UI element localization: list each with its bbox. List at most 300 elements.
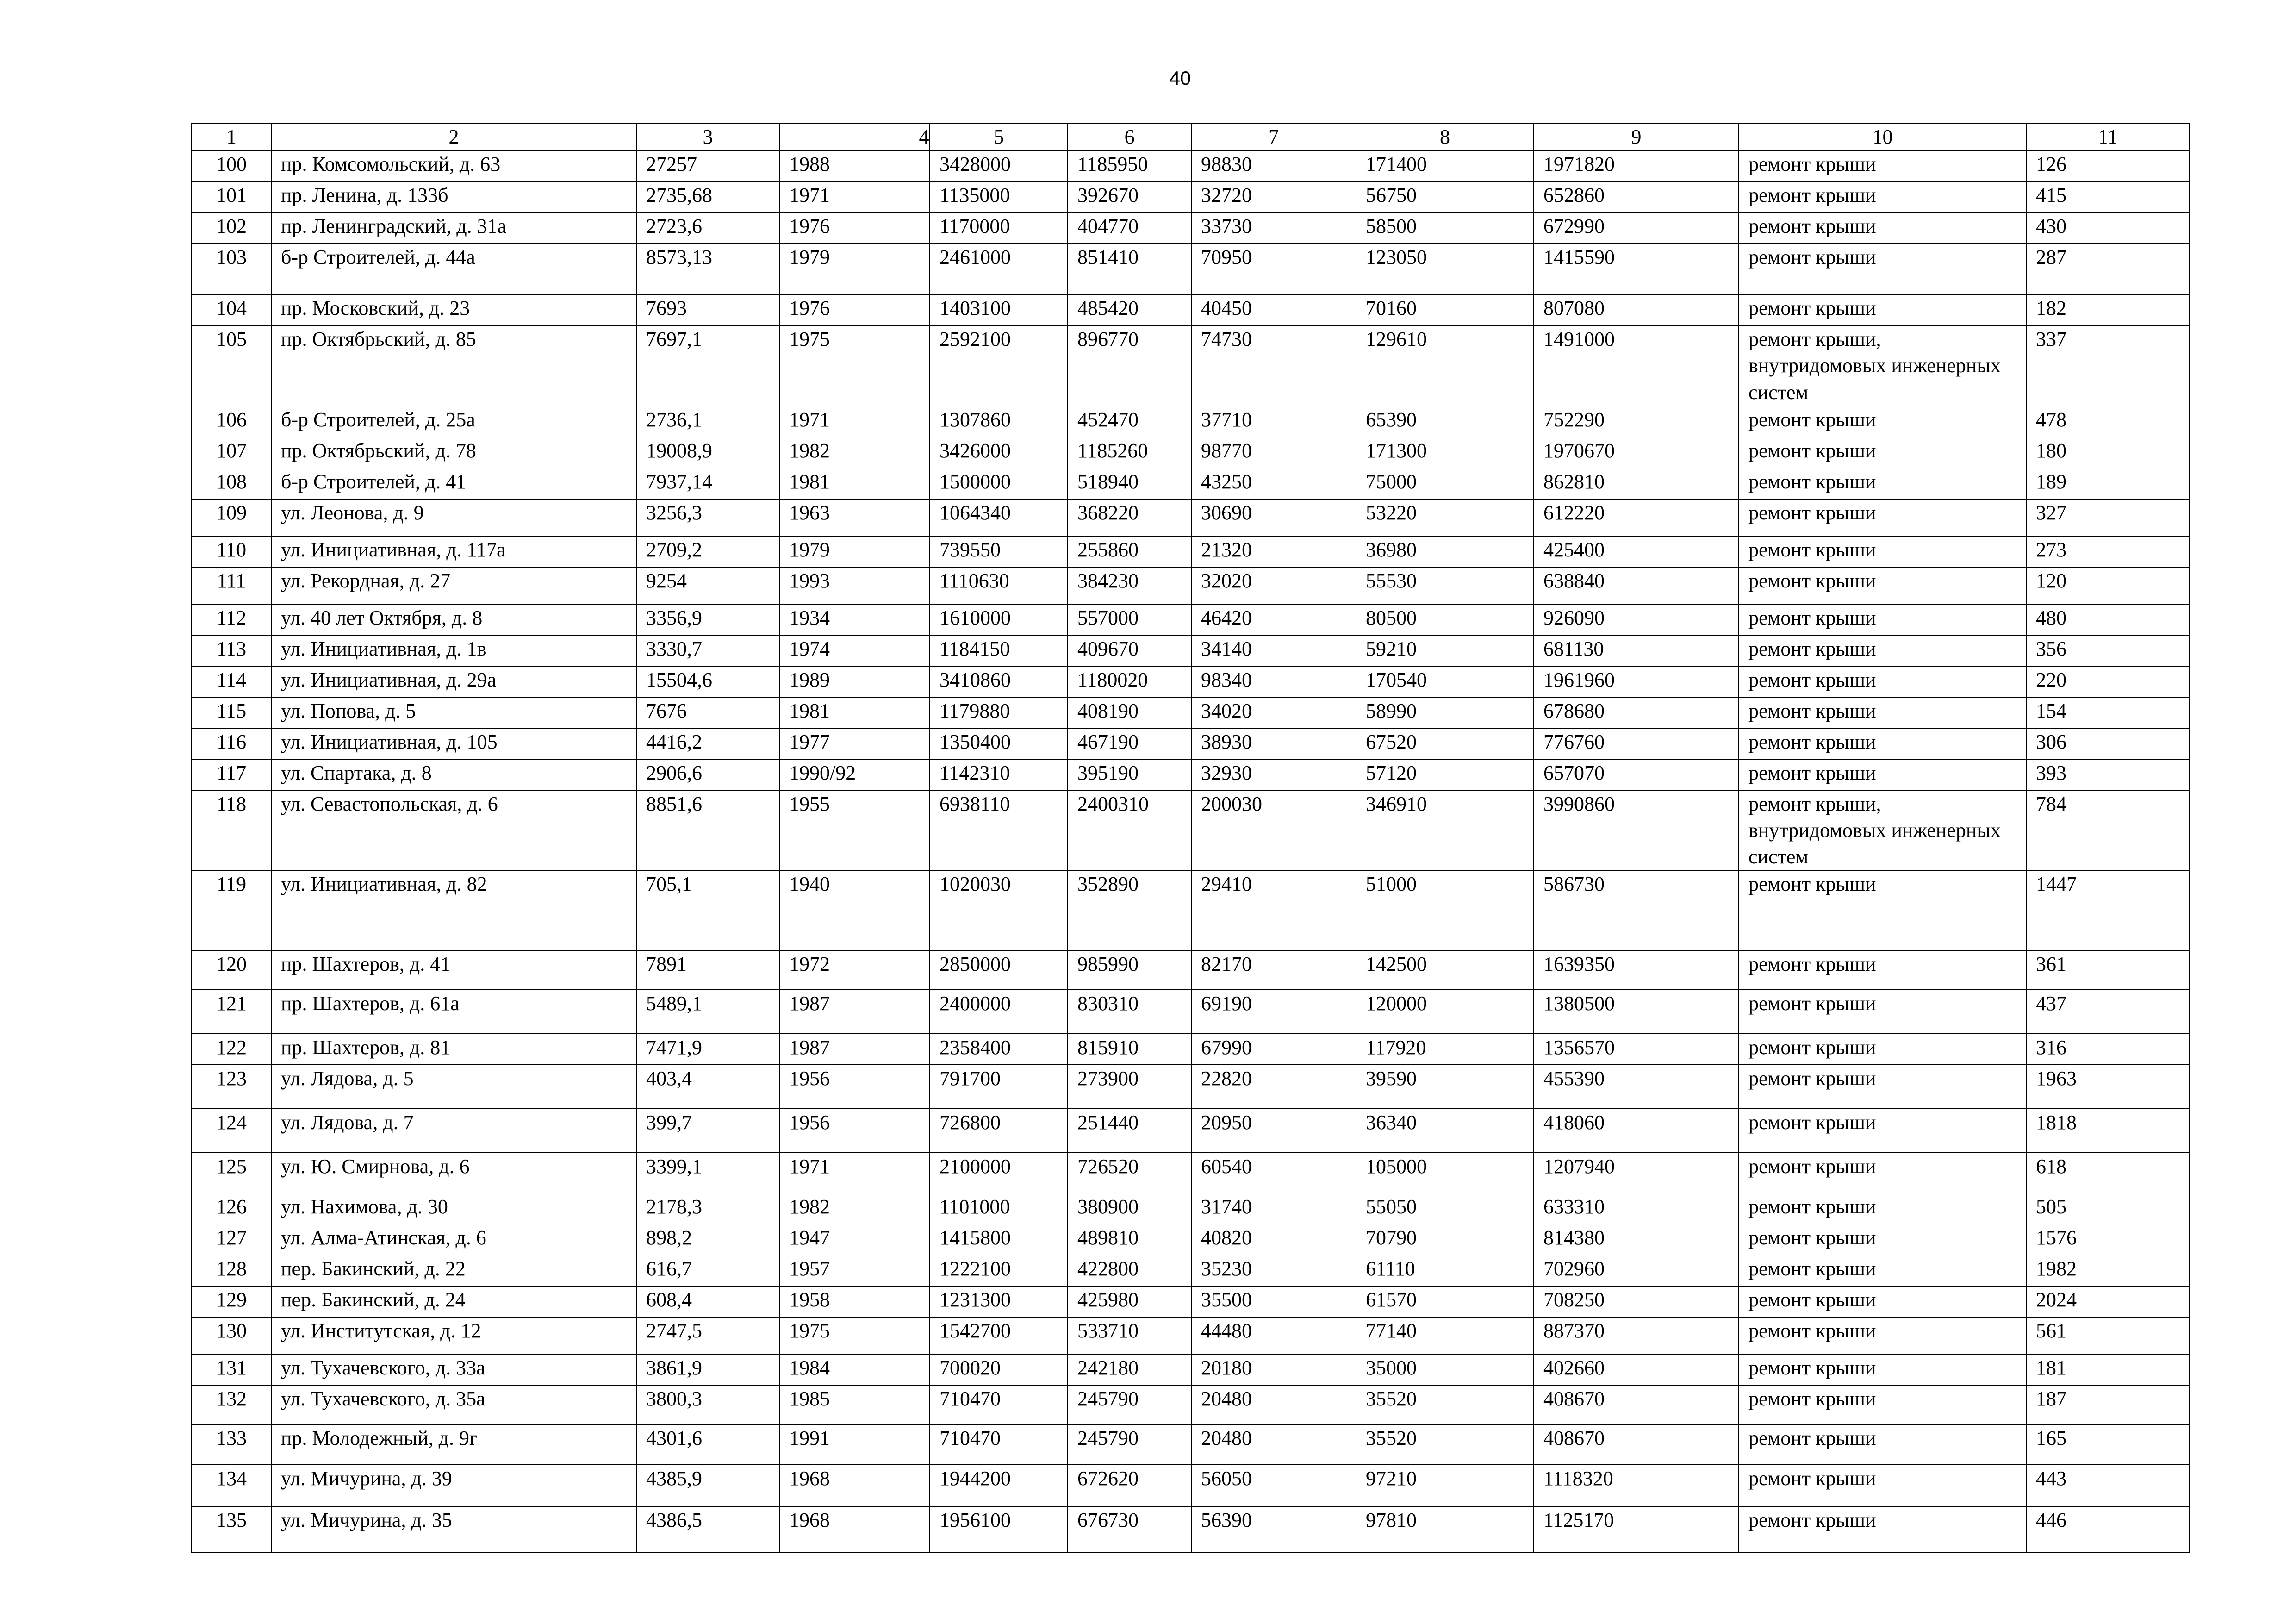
row-number: 118 [192, 790, 271, 871]
cost-cell: 2461000 [930, 244, 1068, 294]
row-number: 127 [192, 1224, 271, 1255]
col8-cell: 61110 [1356, 1255, 1534, 1286]
row-number: 133 [192, 1424, 271, 1465]
col11-cell: 618 [2026, 1153, 2190, 1193]
cost-cell: 2400000 [930, 990, 1068, 1034]
header-row [192, 123, 2190, 150]
col11-cell: 1818 [2026, 1109, 2190, 1153]
col6-cell: 467190 [1068, 728, 1191, 759]
work-type-cell: ремонт крыши [1739, 1034, 2026, 1065]
total-cell: 1971820 [1534, 150, 1739, 181]
col8-cell: 55050 [1356, 1193, 1534, 1224]
address-cell: пр. Октябрьский, д. 78 [271, 437, 636, 468]
col8-cell: 77140 [1356, 1317, 1534, 1354]
cost-cell: 2358400 [930, 1034, 1068, 1065]
cost-cell: 1231300 [930, 1286, 1068, 1317]
column-header-1: 1 [192, 123, 271, 150]
total-cell: 1207940 [1534, 1153, 1739, 1193]
col6-cell: 452470 [1068, 406, 1191, 437]
col6-cell: 404770 [1068, 212, 1191, 244]
row-number: 112 [192, 604, 271, 635]
year-cell: 1990/92 [779, 759, 930, 790]
address-cell: ул. Инициативная, д. 117а [271, 536, 636, 567]
row-number: 123 [192, 1065, 271, 1109]
address-cell: ул. 40 лет Октября, д. 8 [271, 604, 636, 635]
year-cell: 1975 [779, 1317, 930, 1354]
address-cell: ул. Леонова, д. 9 [271, 499, 636, 536]
row-number: 119 [192, 870, 271, 950]
year-cell: 1993 [779, 567, 930, 604]
col6-cell: 251440 [1068, 1109, 1191, 1153]
table-row [192, 990, 2190, 1034]
cost-cell: 3426000 [930, 437, 1068, 468]
col7-cell: 32720 [1191, 181, 1356, 212]
col8-cell: 105000 [1356, 1153, 1534, 1193]
column-header-7: 7 [1191, 123, 1356, 150]
row-number: 111 [192, 567, 271, 604]
column-header-6: 6 [1068, 123, 1191, 150]
cost-cell: 791700 [930, 1065, 1068, 1109]
col11-cell: 1576 [2026, 1224, 2190, 1255]
table-row [192, 1506, 2190, 1553]
column-header-11: 11 [2026, 123, 2190, 150]
column-header-5: 5 [930, 123, 1068, 150]
address-cell: пр. Молодежный, д. 9г [271, 1424, 636, 1465]
work-type-cell: ремонт крыши [1739, 567, 2026, 604]
table-row [192, 1424, 2190, 1465]
row-number: 135 [192, 1506, 271, 1553]
col7-cell: 21320 [1191, 536, 1356, 567]
table-row [192, 212, 2190, 244]
year-cell: 1979 [779, 244, 930, 294]
area-cell: 19008,9 [636, 437, 779, 468]
year-cell: 1991 [779, 1424, 930, 1465]
col8-cell: 170540 [1356, 666, 1534, 697]
table-row [192, 790, 2190, 871]
total-cell: 1118320 [1534, 1465, 1739, 1506]
year-cell: 1976 [779, 294, 930, 325]
col6-cell: 380900 [1068, 1193, 1191, 1224]
cost-cell: 1500000 [930, 468, 1068, 499]
area-cell: 3800,3 [636, 1385, 779, 1424]
column-header-4: 4 [779, 123, 930, 150]
work-type-cell: ремонт крыши [1739, 950, 2026, 990]
area-cell: 8573,13 [636, 244, 779, 294]
total-cell: 814380 [1534, 1224, 1739, 1255]
work-type-cell: ремонт крыши [1739, 150, 2026, 181]
col6-cell: 985990 [1068, 950, 1191, 990]
col6-cell: 851410 [1068, 244, 1191, 294]
address-cell: пр. Ленина, д. 133б [271, 181, 636, 212]
col6-cell: 489810 [1068, 1224, 1191, 1255]
area-cell: 9254 [636, 567, 779, 604]
cost-cell: 1350400 [930, 728, 1068, 759]
address-cell: ул. Инициативная, д. 82 [271, 870, 636, 950]
col11-cell: 446 [2026, 1506, 2190, 1553]
total-cell: 1961960 [1534, 666, 1739, 697]
year-cell: 1988 [779, 150, 930, 181]
col8-cell: 58990 [1356, 697, 1534, 728]
address-cell: ул. Спартака, д. 8 [271, 759, 636, 790]
col11-cell: 480 [2026, 604, 2190, 635]
area-cell: 705,1 [636, 870, 779, 950]
address-cell: ул. Инициативная, д. 29а [271, 666, 636, 697]
total-cell: 807080 [1534, 294, 1739, 325]
work-type-cell: ремонт крыши [1739, 697, 2026, 728]
work-type-cell: ремонт крыши [1739, 604, 2026, 635]
table-row [192, 567, 2190, 604]
row-number: 114 [192, 666, 271, 697]
col11-cell: 430 [2026, 212, 2190, 244]
cost-cell: 1307860 [930, 406, 1068, 437]
col11-cell: 1963 [2026, 1065, 2190, 1109]
table-row [192, 1286, 2190, 1317]
col7-cell: 37710 [1191, 406, 1356, 437]
col6-cell: 425980 [1068, 1286, 1191, 1317]
cost-cell: 3410860 [930, 666, 1068, 697]
year-cell: 1958 [779, 1286, 930, 1317]
year-cell: 1984 [779, 1354, 930, 1385]
table-row [192, 437, 2190, 468]
work-type-cell: ремонт крыши [1739, 1109, 2026, 1153]
work-type-cell: ремонт крыши [1739, 1424, 2026, 1465]
row-number: 134 [192, 1465, 271, 1506]
col6-cell: 242180 [1068, 1354, 1191, 1385]
col8-cell: 171400 [1356, 150, 1534, 181]
col6-cell: 830310 [1068, 990, 1191, 1034]
row-number: 125 [192, 1153, 271, 1193]
address-cell: ул. Тухачевского, д. 33а [271, 1354, 636, 1385]
col7-cell: 38930 [1191, 728, 1356, 759]
row-number: 121 [192, 990, 271, 1034]
work-type-cell: ремонт крыши [1739, 437, 2026, 468]
row-number: 107 [192, 437, 271, 468]
area-cell: 7693 [636, 294, 779, 325]
col7-cell: 20950 [1191, 1109, 1356, 1153]
work-type-cell: ремонт крыши [1739, 1153, 2026, 1193]
col6-cell: 368220 [1068, 499, 1191, 536]
total-cell: 1639350 [1534, 950, 1739, 990]
cost-cell: 710470 [930, 1424, 1068, 1465]
row-number: 129 [192, 1286, 271, 1317]
area-cell: 7471,9 [636, 1034, 779, 1065]
work-type-cell: ремонт крыши [1739, 1255, 2026, 1286]
col11-cell: 478 [2026, 406, 2190, 437]
area-cell: 3330,7 [636, 635, 779, 666]
cost-cell: 6938110 [930, 790, 1068, 871]
col8-cell: 36980 [1356, 536, 1534, 567]
year-cell: 1963 [779, 499, 930, 536]
year-cell: 1989 [779, 666, 930, 697]
address-cell: ул. Тухачевского, д. 35а [271, 1385, 636, 1424]
work-type-cell: ремонт крыши [1739, 536, 2026, 567]
col7-cell: 67990 [1191, 1034, 1356, 1065]
work-type-cell: ремонт крыши [1739, 499, 2026, 536]
work-type-cell: ремонт крыши [1739, 1193, 2026, 1224]
col6-cell: 533710 [1068, 1317, 1191, 1354]
col11-cell: 180 [2026, 437, 2190, 468]
total-cell: 586730 [1534, 870, 1739, 950]
year-cell: 1955 [779, 790, 930, 871]
year-cell: 1982 [779, 1193, 930, 1224]
address-cell: б-р Строителей, д. 41 [271, 468, 636, 499]
work-type-cell: ремонт крыши [1739, 244, 2026, 294]
cost-cell: 2100000 [930, 1153, 1068, 1193]
table-row [192, 181, 2190, 212]
table-row [192, 870, 2190, 950]
table-row [192, 728, 2190, 759]
cost-cell: 1101000 [930, 1193, 1068, 1224]
col6-cell: 409670 [1068, 635, 1191, 666]
work-type-cell: ремонт крыши [1739, 666, 2026, 697]
col11-cell: 443 [2026, 1465, 2190, 1506]
col6-cell: 672620 [1068, 1465, 1191, 1506]
col11-cell: 415 [2026, 181, 2190, 212]
col6-cell: 384230 [1068, 567, 1191, 604]
year-cell: 1981 [779, 468, 930, 499]
year-cell: 1971 [779, 1153, 930, 1193]
area-cell: 7676 [636, 697, 779, 728]
total-cell: 638840 [1534, 567, 1739, 604]
col11-cell: 126 [2026, 150, 2190, 181]
col7-cell: 32020 [1191, 567, 1356, 604]
area-cell: 4386,5 [636, 1506, 779, 1553]
area-cell: 2178,3 [636, 1193, 779, 1224]
total-cell: 776760 [1534, 728, 1739, 759]
col6-cell: 255860 [1068, 536, 1191, 567]
table-row [192, 1465, 2190, 1506]
total-cell: 455390 [1534, 1065, 1739, 1109]
year-cell: 1985 [779, 1385, 930, 1424]
table-row [192, 1193, 2190, 1224]
address-cell: ул. Мичурина, д. 39 [271, 1465, 636, 1506]
col11-cell: 187 [2026, 1385, 2190, 1424]
address-cell: ул. Алма-Атинская, д. 6 [271, 1224, 636, 1255]
col7-cell: 33730 [1191, 212, 1356, 244]
work-type-cell: ремонт крыши [1739, 1465, 2026, 1506]
address-cell: ул. Рекордная, д. 27 [271, 567, 636, 604]
col11-cell: 561 [2026, 1317, 2190, 1354]
work-type-cell: ремонт крыши, внутридомовых инженерных систем [1739, 790, 2026, 871]
table-row [192, 1385, 2190, 1424]
col6-cell: 485420 [1068, 294, 1191, 325]
area-cell: 3356,9 [636, 604, 779, 635]
address-cell: пр. Октябрьский, д. 85 [271, 325, 636, 406]
col6-cell: 352890 [1068, 870, 1191, 950]
work-type-cell: ремонт крыши [1739, 1354, 2026, 1385]
address-cell: ул. Ю. Смирнова, д. 6 [271, 1153, 636, 1193]
row-number: 115 [192, 697, 271, 728]
total-cell: 612220 [1534, 499, 1739, 536]
col8-cell: 67520 [1356, 728, 1534, 759]
work-type-cell: ремонт крыши [1739, 1317, 2026, 1354]
table-row [192, 499, 2190, 536]
col6-cell: 726520 [1068, 1153, 1191, 1193]
column-header-2: 2 [271, 123, 636, 150]
address-cell: ул. Лядова, д. 5 [271, 1065, 636, 1109]
year-cell: 1981 [779, 697, 930, 728]
total-cell: 633310 [1534, 1193, 1739, 1224]
col8-cell: 117920 [1356, 1034, 1534, 1065]
cost-cell: 2850000 [930, 950, 1068, 990]
work-type-cell: ремонт крыши [1739, 406, 2026, 437]
col7-cell: 56050 [1191, 1465, 1356, 1506]
total-cell: 1415590 [1534, 244, 1739, 294]
work-type-cell: ремонт крыши [1739, 294, 2026, 325]
col11-cell: 273 [2026, 536, 2190, 567]
table-row [192, 1065, 2190, 1109]
work-type-cell: ремонт крыши [1739, 1224, 2026, 1255]
cost-cell: 1610000 [930, 604, 1068, 635]
row-number: 106 [192, 406, 271, 437]
col7-cell: 74730 [1191, 325, 1356, 406]
cost-cell: 1944200 [930, 1465, 1068, 1506]
year-cell: 1987 [779, 990, 930, 1034]
col11-cell: 356 [2026, 635, 2190, 666]
area-cell: 7937,14 [636, 468, 779, 499]
table-row [192, 1109, 2190, 1153]
col7-cell: 98340 [1191, 666, 1356, 697]
col7-cell: 43250 [1191, 468, 1356, 499]
address-cell: ул. Инициативная, д. 1в [271, 635, 636, 666]
table-row [192, 1354, 2190, 1385]
col8-cell: 35520 [1356, 1424, 1534, 1465]
total-cell: 708250 [1534, 1286, 1739, 1317]
table-row [192, 1224, 2190, 1255]
column-header-10: 10 [1739, 123, 2026, 150]
col7-cell: 34020 [1191, 697, 1356, 728]
col7-cell: 35500 [1191, 1286, 1356, 1317]
row-number: 130 [192, 1317, 271, 1354]
work-type-cell: ремонт крыши [1739, 1286, 2026, 1317]
col7-cell: 31740 [1191, 1193, 1356, 1224]
address-cell: ул. Лядова, д. 7 [271, 1109, 636, 1153]
row-number: 108 [192, 468, 271, 499]
col7-cell: 32930 [1191, 759, 1356, 790]
area-cell: 2906,6 [636, 759, 779, 790]
col8-cell: 59210 [1356, 635, 1534, 666]
col6-cell: 676730 [1068, 1506, 1191, 1553]
col8-cell: 65390 [1356, 406, 1534, 437]
area-cell: 8851,6 [636, 790, 779, 871]
work-type-cell: ремонт крыши [1739, 728, 2026, 759]
address-cell: ул. Попова, д. 5 [271, 697, 636, 728]
work-type-cell: ремонт крыши [1739, 468, 2026, 499]
total-cell: 1491000 [1534, 325, 1739, 406]
area-cell: 898,2 [636, 1224, 779, 1255]
year-cell: 1968 [779, 1506, 930, 1553]
work-type-cell: ремонт крыши [1739, 870, 2026, 950]
col7-cell: 46420 [1191, 604, 1356, 635]
total-cell: 657070 [1534, 759, 1739, 790]
col8-cell: 36340 [1356, 1109, 1534, 1153]
total-cell: 425400 [1534, 536, 1739, 567]
total-cell: 672990 [1534, 212, 1739, 244]
col8-cell: 57120 [1356, 759, 1534, 790]
col11-cell: 327 [2026, 499, 2190, 536]
table-row [192, 604, 2190, 635]
column-header-8: 8 [1356, 123, 1534, 150]
col7-cell: 20480 [1191, 1385, 1356, 1424]
year-cell: 1977 [779, 728, 930, 759]
year-cell: 1976 [779, 212, 930, 244]
col8-cell: 56750 [1356, 181, 1534, 212]
col8-cell: 120000 [1356, 990, 1534, 1034]
total-cell: 408670 [1534, 1385, 1739, 1424]
col11-cell: 287 [2026, 244, 2190, 294]
total-cell: 652860 [1534, 181, 1739, 212]
year-cell: 1975 [779, 325, 930, 406]
work-type-cell: ремонт крыши [1739, 212, 2026, 244]
work-type-cell: ремонт крыши, внутридомовых инженерных систем [1739, 325, 2026, 406]
cost-cell: 1020030 [930, 870, 1068, 950]
col7-cell: 98830 [1191, 150, 1356, 181]
address-cell: пр. Ленинградский, д. 31а [271, 212, 636, 244]
col7-cell: 60540 [1191, 1153, 1356, 1193]
total-cell: 752290 [1534, 406, 1739, 437]
address-cell: пр. Шахтеров, д. 41 [271, 950, 636, 990]
area-cell: 15504,6 [636, 666, 779, 697]
cost-cell: 1110630 [930, 567, 1068, 604]
col6-cell: 392670 [1068, 181, 1191, 212]
address-cell: пр. Комсомольский, д. 63 [271, 150, 636, 181]
cost-cell: 1170000 [930, 212, 1068, 244]
col7-cell: 35230 [1191, 1255, 1356, 1286]
work-type-cell: ремонт крыши [1739, 759, 2026, 790]
row-number: 117 [192, 759, 271, 790]
col11-cell: 154 [2026, 697, 2190, 728]
col7-cell: 44480 [1191, 1317, 1356, 1354]
row-number: 102 [192, 212, 271, 244]
col11-cell: 1447 [2026, 870, 2190, 950]
total-cell: 1356570 [1534, 1034, 1739, 1065]
cost-cell: 726800 [930, 1109, 1068, 1153]
address-cell: ул. Нахимова, д. 30 [271, 1193, 636, 1224]
col11-cell: 361 [2026, 950, 2190, 990]
address-cell: б-р Строителей, д. 44а [271, 244, 636, 294]
area-cell: 4301,6 [636, 1424, 779, 1465]
col6-cell: 273900 [1068, 1065, 1191, 1109]
col11-cell: 181 [2026, 1354, 2190, 1385]
area-cell: 7697,1 [636, 325, 779, 406]
col7-cell: 40820 [1191, 1224, 1356, 1255]
row-number: 101 [192, 181, 271, 212]
total-cell: 678680 [1534, 697, 1739, 728]
work-type-cell: ремонт крыши [1739, 1506, 2026, 1553]
area-cell: 2723,6 [636, 212, 779, 244]
col6-cell: 815910 [1068, 1034, 1191, 1065]
work-type-cell: ремонт крыши [1739, 1385, 2026, 1424]
total-cell: 702960 [1534, 1255, 1739, 1286]
col8-cell: 346910 [1356, 790, 1534, 871]
table-row [192, 697, 2190, 728]
page-number: 40 [1169, 67, 1191, 89]
area-cell: 2735,68 [636, 181, 779, 212]
year-cell: 1972 [779, 950, 930, 990]
col7-cell: 56390 [1191, 1506, 1356, 1553]
area-cell: 7891 [636, 950, 779, 990]
area-cell: 399,7 [636, 1109, 779, 1153]
col11-cell: 505 [2026, 1193, 2190, 1224]
table-row [192, 1255, 2190, 1286]
col8-cell: 80500 [1356, 604, 1534, 635]
total-cell: 408670 [1534, 1424, 1739, 1465]
col11-cell: 316 [2026, 1034, 2190, 1065]
table-row [192, 325, 2190, 406]
col11-cell: 182 [2026, 294, 2190, 325]
total-cell: 402660 [1534, 1354, 1739, 1385]
col8-cell: 97810 [1356, 1506, 1534, 1553]
